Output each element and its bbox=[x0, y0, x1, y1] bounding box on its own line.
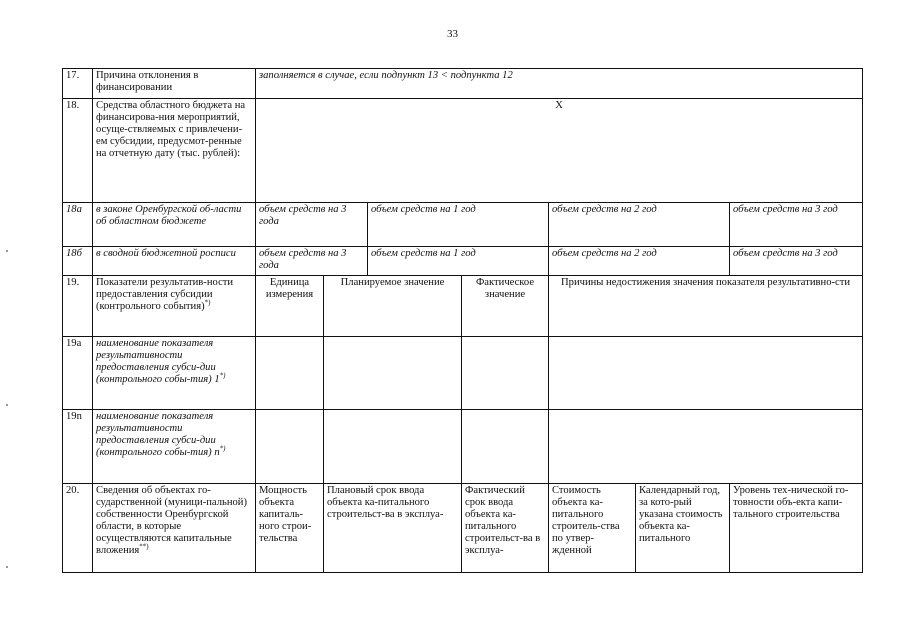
cell-text: Мощность объекта капиталь-ного строи-тельства bbox=[259, 485, 312, 545]
row-label bbox=[93, 276, 256, 337]
cell-funds-3-years: объем средств на 3 года bbox=[256, 203, 368, 247]
row-label bbox=[93, 337, 256, 410]
footnote-mark: *) bbox=[219, 444, 226, 453]
row-label bbox=[93, 484, 256, 573]
empty-cell bbox=[324, 337, 462, 410]
cell-text: Календарный год, за кото-рый указана стоимость объекта ка-питального bbox=[639, 485, 723, 545]
header-capacity bbox=[256, 484, 324, 573]
row-number: 18. bbox=[63, 99, 93, 203]
empty-cell bbox=[549, 410, 863, 484]
row-label-text: Сведения об объектах го-сударственной (муници-пальной) собственности Оренбургской области, в которые осуществляются капитальные вложения bbox=[96, 485, 247, 557]
header-planned: Планируемое значение bbox=[324, 276, 462, 337]
table-row-19n bbox=[63, 410, 863, 484]
cell-funds-year-3: объем средств на 3 год bbox=[730, 203, 863, 247]
row-label-text: Показатели результатив-ности предоставления субсидии (контрольного события) bbox=[96, 277, 234, 313]
header-calendar-year bbox=[636, 484, 730, 573]
empty-cell bbox=[462, 337, 549, 410]
row-number: 19. bbox=[63, 276, 93, 337]
cell-funds-year-2: объем средств на 2 год bbox=[549, 247, 730, 276]
footnote-mark: **) bbox=[139, 542, 149, 551]
table-row-19 bbox=[63, 276, 863, 337]
header-readiness-level bbox=[730, 484, 863, 573]
row-number: 17. bbox=[63, 69, 93, 99]
cell-text: Стоимость объекта ка-питального строитель-ства по утвер-жденной bbox=[552, 485, 620, 557]
header-unit: Единица измерения bbox=[256, 276, 324, 337]
row-value: Х bbox=[256, 99, 863, 203]
cell-funds-year-1: объем средств на 1 год bbox=[368, 247, 549, 276]
cell-funds-3-years: объем средств на 3 года bbox=[256, 247, 368, 276]
header-planned-commissioning bbox=[324, 484, 462, 573]
empty-cell bbox=[549, 337, 863, 410]
row-value: заполняется в случае, если подпункт 13 < подпункта 12 bbox=[256, 69, 863, 99]
footnote-mark: *) bbox=[219, 371, 226, 380]
row-label: в сводной бюджетной росписи bbox=[93, 247, 256, 276]
row-number: 18а bbox=[63, 203, 93, 247]
row-label: Средства областного бюджета на финансирова-ния мероприятий, осуще-ствляемых с привлечени-ем субсидии, предусмот-ренные на отчетную дату (тыс. рублей): bbox=[93, 99, 256, 203]
margin-mark bbox=[6, 250, 8, 252]
empty-cell bbox=[462, 410, 549, 484]
row-number: 19n bbox=[63, 410, 93, 484]
table-row-20 bbox=[63, 484, 863, 573]
empty-cell bbox=[256, 337, 324, 410]
row-number: 19а bbox=[63, 337, 93, 410]
table-row-17 bbox=[63, 69, 863, 99]
page-number: 33 bbox=[447, 28, 458, 40]
table-row-18a bbox=[63, 203, 863, 247]
table-row-19a bbox=[63, 337, 863, 410]
cell-text: Уровень тех-нической го-товности объ-екта капи-тального строительства bbox=[733, 485, 849, 521]
cell-funds-year-2: объем средств на 2 год bbox=[549, 203, 730, 247]
header-object-cost bbox=[549, 484, 636, 573]
empty-cell bbox=[256, 410, 324, 484]
table-row-18b bbox=[63, 247, 863, 276]
cell-text: Плановый срок ввода объекта ка-питального строительст-ва в эксплуа- bbox=[327, 485, 444, 521]
header-actual: Фактическое значение bbox=[462, 276, 549, 337]
row-number: 18б bbox=[63, 247, 93, 276]
margin-mark bbox=[6, 404, 8, 406]
row-number: 20. bbox=[63, 484, 93, 573]
row-label bbox=[93, 410, 256, 484]
row-label-text: наименование показателя результативности предоставления субси-дии (контрольного собы-тия) 1 bbox=[96, 338, 220, 386]
header-reasons: Причины недостижения значения показателя результативно-сти bbox=[549, 276, 863, 337]
row-label: Причина отклонения в финансировании bbox=[93, 69, 256, 99]
margin-mark bbox=[6, 566, 8, 568]
row-label: в законе Оренбургской об-ласти об областном бюджете bbox=[93, 203, 256, 247]
cell-funds-year-1: объем средств на 1 год bbox=[368, 203, 549, 247]
row-label-text: наименование показателя результативности предоставления субси-дии (контрольного собы-тия) n bbox=[96, 411, 220, 459]
report-table bbox=[62, 68, 863, 573]
footnote-mark: *) bbox=[204, 298, 211, 307]
table-row-18 bbox=[63, 99, 863, 203]
empty-cell bbox=[324, 410, 462, 484]
header-actual-commissioning bbox=[462, 484, 549, 573]
cell-text: Фактический срок ввода объекта ка-питального строительст-ва в эксплуа- bbox=[465, 485, 541, 557]
cell-funds-year-3: объем средств на 3 год bbox=[730, 247, 863, 276]
